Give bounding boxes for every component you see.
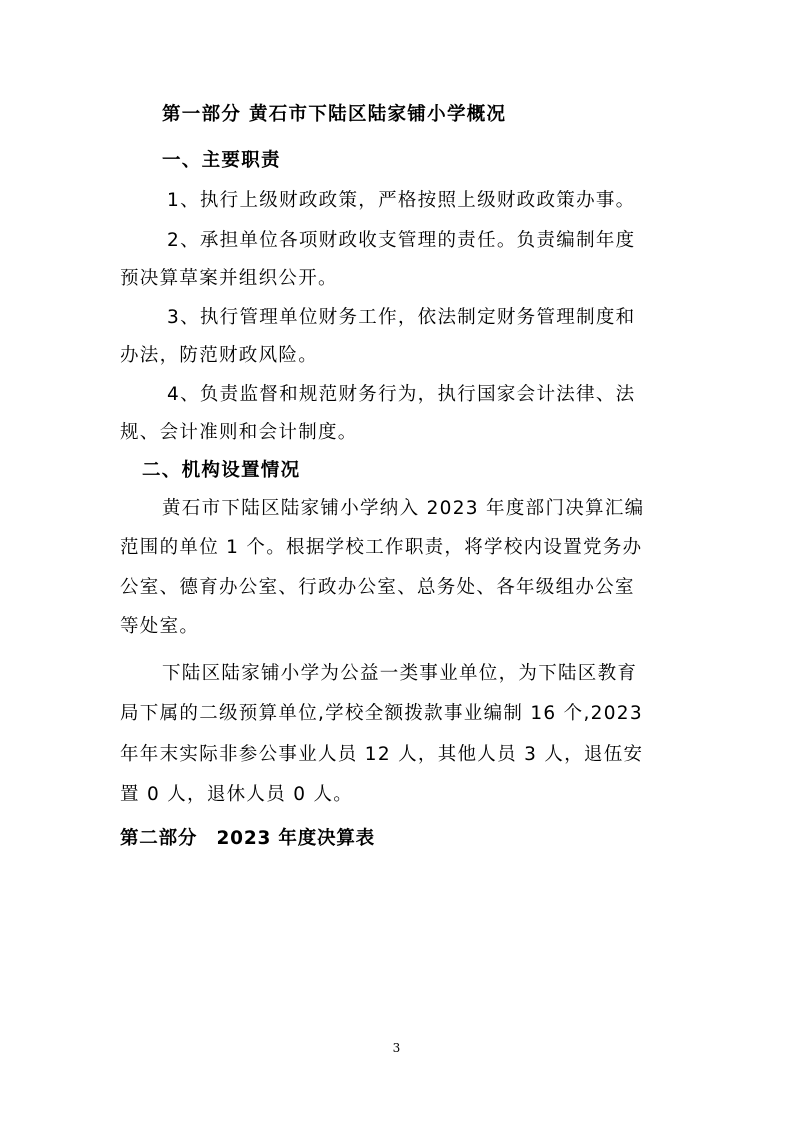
org-paragraph-2-line-4: 置 0 人，退休人员 0 人。 [120, 784, 354, 805]
duty-item-2-line-2: 预决算草案并组织公开。 [120, 268, 338, 289]
org-paragraph-1-line-3: 公室、德育办公室、行政办公室、总务处、各年级组办公室 [120, 577, 635, 598]
page-number: 3 [392, 1041, 401, 1055]
org-paragraph-2-line-2: 局下属的二级预算单位,学校全额拨款事业编制 16 个,2023 [120, 703, 643, 724]
org-paragraph-2-line-3: 年年末实际非参公事业人员 12 人，其他人员 3 人，退伍安 [120, 744, 644, 765]
org-paragraph-1-line-4: 等处室。 [120, 616, 200, 637]
duty-item-2-line-1: 2、承担单位各项财政收支管理的责任。负责编制年度 [167, 230, 636, 251]
section2-heading: 二、机构设置情况 [142, 460, 301, 481]
duty-item-1-line-1: 1、执行上级财政政策，严格按照上级财政政策办事。 [167, 190, 636, 211]
duty-item-4-line-1: 4、负责监督和规范财务行为，执行国家会计法律、法 [167, 384, 636, 405]
org-paragraph-1-line-1: 黄石市下陆区陆家铺小学纳入 2023 年度部门决算汇编 [162, 498, 645, 519]
part1-title: 第一部分 黄石市下陆区陆家铺小学概况 [162, 104, 507, 125]
org-paragraph-2-line-1: 下陆区陆家铺小学为公益一类事业单位，为下陆区教育 [162, 663, 638, 684]
duty-item-4-line-2: 规、会计准则和会计制度。 [120, 422, 358, 443]
section1-heading: 一、主要职责 [162, 150, 281, 171]
duty-item-3-line-2: 办法，防范财政风险。 [120, 345, 319, 366]
org-paragraph-1-line-2: 范围的单位 1 个。根据学校工作职责，将学校内设置党务办 [120, 537, 643, 558]
part2-title: 第二部分 2023 年度决算表 [120, 828, 375, 849]
duty-item-3-line-1: 3、执行管理单位财务工作，依法制定财务管理制度和 [167, 307, 636, 328]
